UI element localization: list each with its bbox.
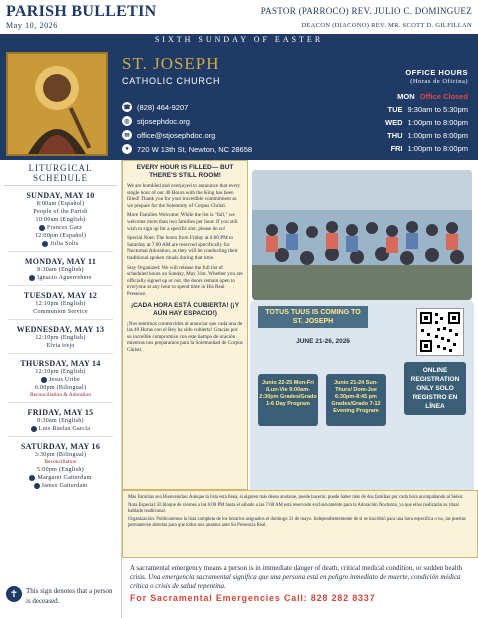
- note-paragraph: Nota Especial: El bloque de viernes a las 6:00 PM hasta el sábado a las 7:00 AM está reservado exclusivamente para la Adoración Nocturna, ya que ellos realizarán su ritual hablado tradicional.: [128, 503, 459, 514]
- bulletin-title: PARISH BULLETIN: [6, 3, 157, 20]
- mass-intention: Ignacio Aguerrebere: [0, 274, 121, 282]
- adoration-headline: EVERY HOUR IS FILLED— BUT THERE'S STILL ROOM!: [136, 164, 234, 179]
- office-hours-subtitle: (Horas de Oficina): [410, 78, 468, 85]
- church-name: ST. JOSEPH: [122, 54, 220, 73]
- deceased-cross-icon: [41, 377, 47, 383]
- email-icon: ✉: [122, 130, 132, 140]
- divider: [8, 285, 113, 286]
- note-paragraph: Más Familias son Bienvenidas: Aunque la lista está llena, si alguien más desea anotarse, puede hacerlo; puede haber más de dos familias por cada hora acompañando al Señor.: [128, 495, 464, 500]
- mass-intention: Jesus Uribe: [0, 376, 121, 384]
- adoration-paragraph: Stay Organized: We will release the full list of scheduled hours on Sunday, May 31st. Whether you are officially signed up or not, the doors remain open to everyone at any hour to spend time in His Real Presence.: [127, 264, 243, 297]
- service-note: Reconciliation & Adoration: [29, 392, 92, 398]
- office-hours-wed: WED 1:00pm to 8:00pm: [385, 118, 468, 127]
- adoration-announcement: [122, 160, 248, 490]
- mass-intention: Luis Ruelas Garcia: [0, 425, 121, 433]
- office-hours-mon: MON Office Closed: [397, 92, 468, 101]
- deceased-cross-icon: [42, 241, 48, 247]
- contact-phone[interactable]: ☎ (828) 464-9207: [123, 102, 189, 112]
- liturgical-schedule: [0, 160, 122, 618]
- mass-intention: Frances Gatz: [0, 224, 121, 232]
- day-heading: SUNDAY, MAY 10: [26, 191, 95, 200]
- deceased-cross-icon: [39, 225, 45, 231]
- mass-time: 6:00pm (Bilingual): [34, 385, 87, 391]
- deceased-cross-icon: [31, 426, 37, 432]
- saint-joseph-icon: [6, 52, 108, 156]
- sacramental-emergency: [122, 560, 478, 618]
- divider: [8, 402, 113, 403]
- office-hours-fri: FRI 1:00pm to 8:00pm: [390, 144, 468, 153]
- totus-tuus-dates: JUNE 21-26, 2026: [296, 338, 350, 345]
- sunday-banner: SIXTH SUNDAY OF EASTER: [0, 34, 478, 46]
- totus-tuus-section: [250, 300, 474, 505]
- deceased-legend: ✝ This sign denotes that a person is deceased.: [6, 586, 118, 606]
- deceased-cross-icon: [34, 483, 40, 489]
- mass-intention: Margaret Gatterdam: [0, 474, 121, 482]
- emergency-phone[interactable]: For Sacramental Emergencies Call: 828 282 8337: [130, 593, 376, 603]
- totus-tuus-title: TOTUS TUUS IS COMING TO ST. JOSEPH: [258, 306, 368, 328]
- contact-website[interactable]: ◎ stjosephdoc.org: [122, 116, 190, 126]
- bulletin-date: May 10, 2026: [6, 21, 58, 30]
- adoration-spanish-notes: [122, 490, 478, 558]
- mass-time: 12:10pm (English): [35, 301, 86, 307]
- mass-time: 10:00am (English): [35, 217, 86, 223]
- mass-intention: Elvia trejo: [46, 343, 75, 349]
- divider: [8, 436, 113, 437]
- mass-time: 12:10pm (English): [35, 335, 86, 341]
- office-hours-tue: TUE 9:30am to 5:30pm: [387, 105, 468, 114]
- phone-icon: ☎: [122, 102, 132, 112]
- location-icon: ●: [122, 144, 132, 154]
- mass-time: 8:00am (Español): [36, 201, 85, 207]
- mass-intention: Julia Solis: [0, 240, 121, 248]
- sacrament-text: A sacramental emergency means a person is in immediate danger of death, critical medical condition, or sudden health crisis. Una emergencia sacramental significa que una persona está en peligro inmediato de muerte, condición médica crítica o crisis de salud repentina.: [130, 564, 463, 590]
- office-hours-title: OFFICE HOURS: [405, 68, 468, 77]
- deceased-cross-icon: ✝: [6, 586, 22, 602]
- church-subtitle: CATHOLIC CHURCH: [122, 76, 221, 86]
- office-hours-thu: THU 1:00pm to 8:00pm: [387, 131, 468, 140]
- adoration-paragraph: We are humbled and overjoyed to announce that every single hour of our 40 Hours with the King has been filled! Thank you for your incredible commitment as we prepare for the Solemnity of Corpus Christi.: [127, 183, 241, 209]
- deceased-cross-icon: [29, 275, 35, 281]
- day-heading: WEDNESDAY, MAY 13: [16, 325, 105, 334]
- day-heading: MONDAY, MAY 11: [24, 257, 97, 266]
- divider: [8, 319, 113, 320]
- bulletin-header: [0, 0, 478, 34]
- contact-address[interactable]: ● 720 W 13th St, Newton, NC 28658: [122, 144, 252, 154]
- note-paragraph: Organización: Publicaremos la lista completa de los horarios asignados el domingo 31 de mayo. Independientemente de si se inscribió para una hora específica o no, las puertas permanecen abiertas para que todos nos unamos ante Su Presencia Real.: [128, 517, 466, 528]
- mass-intention: People of the Parish: [33, 209, 88, 215]
- pastor-name: PASTOR (PARROCO) REV. JULIO C. DOMINGUEZ: [260, 6, 472, 16]
- day-program-box: Junio 22-25 Mon-Fri /Lun-Vie 9:00am-2:30pm Grades/Grado 1-6 Day Program: [258, 374, 318, 426]
- divider: [8, 251, 113, 252]
- contact-email[interactable]: ✉ office@stjosephdoc.org: [122, 130, 215, 140]
- adoration-paragraph: Special Note: The hours from Friday at 6:00 PM to Saturday at 7:00 AM are reserved specifically for Nocturnal Adoration, as they will be conducting their traditional spoken rituals during that time.: [127, 235, 238, 261]
- day-heading: THURSDAY, MAY 14: [20, 359, 101, 368]
- day-heading: TUESDAY, MAY 12: [23, 291, 98, 300]
- service-note: Reconciliation: [44, 459, 77, 465]
- day-heading: SATURDAY, MAY 16: [20, 442, 101, 451]
- group-photo: [252, 170, 472, 300]
- day-heading: FRIDAY, MAY 15: [27, 408, 94, 417]
- mass-intention: James Gatterdam: [0, 482, 121, 490]
- adoration-paragraph: ¡Nos sentimos conmovidos al anunciar que cada una de las 40 Horas con el Rey ha sido cubierta! Gracias por su increíble compromiso con este tiempo de oración mientras nos preparamos para la Solemnidad de Corpus Christi.: [127, 320, 243, 353]
- mass-time: 8:30am (English): [37, 418, 84, 424]
- registration-note: ONLINE REGISTRATION ONLY SOLO REGISTRO EN LÍNEA: [404, 362, 466, 415]
- mass-intention: Communion Service: [33, 309, 88, 315]
- globe-icon: ◎: [122, 116, 132, 126]
- mass-time: 12:00pm (Español): [34, 233, 87, 239]
- registration-qr-code[interactable]: [416, 308, 464, 356]
- deacon-name: DEACON (DIACONO) REV. MR. SCOTT D. GILFILLAN: [301, 22, 472, 29]
- mass-time: 3:30pm (Bilingual): [34, 452, 87, 458]
- evening-program-box: Junio 21-24 Sun-Thurs/ Dom-Jue 6:30pm-8:45 pm Grades/Grado 7-12 Evening Program: [326, 374, 386, 426]
- divider: [8, 353, 113, 354]
- liturgical-title: LITURGICAL SCHEDULE: [4, 160, 117, 186]
- deceased-cross-icon: [29, 475, 35, 481]
- church-info-block: [0, 46, 478, 160]
- adoration-paragraph: More Families Welcome: While the list is "full," we welcome more than two families per hour. If you still wish to sign up for a specific slot, please do so!: [127, 212, 238, 232]
- adoration-spanish-headline: ¡CADA HORA ESTÁ CUBIERTA! (¡Y AÚN HAY ESPACIO!): [130, 301, 240, 317]
- mass-time: 8:30am (English): [37, 267, 84, 273]
- mass-time: 5:00pm (English): [37, 467, 84, 473]
- mass-time: 12:10pm (English): [35, 369, 86, 375]
